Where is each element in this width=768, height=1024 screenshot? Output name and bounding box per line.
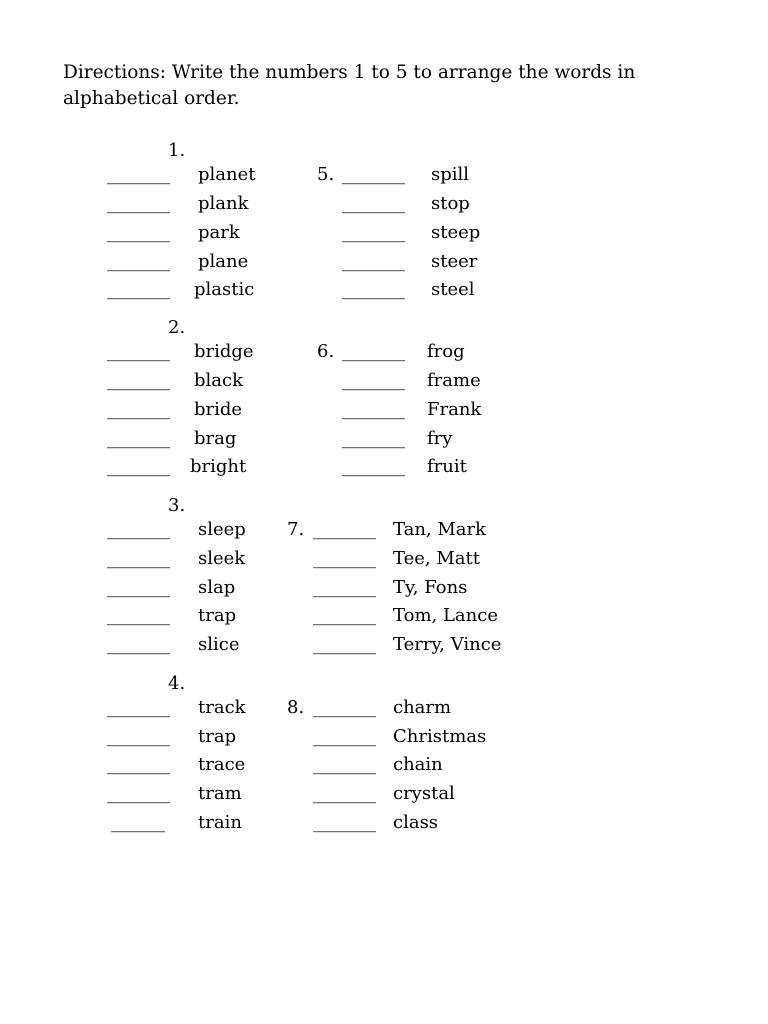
answer-blank[interactable]: _______ [342, 341, 405, 362]
word: steer [431, 251, 478, 272]
word: trap [198, 726, 237, 747]
word: track [198, 697, 246, 718]
word: tram [198, 783, 242, 804]
word: slap [198, 577, 236, 598]
answer-blank[interactable]: _______ [107, 456, 170, 477]
answer-blank[interactable]: _______ [107, 754, 170, 775]
word: train [198, 812, 242, 833]
answer-blank[interactable]: _______ [313, 634, 376, 655]
word: planet [198, 164, 256, 185]
answer-blank[interactable]: _______ [342, 279, 405, 300]
answer-blank[interactable]: _______ [107, 519, 170, 540]
directions: Directions: Write the numbers 1 to 5 to arrange the words in alphabetical order. [63, 62, 636, 109]
word: frame [427, 370, 481, 391]
answer-blank[interactable]: _______ [313, 754, 376, 775]
word: trap [198, 605, 237, 626]
word: charm [393, 697, 452, 718]
word: bride [194, 399, 243, 420]
word: stop [431, 193, 470, 214]
word: steel [431, 279, 475, 300]
answer-blank[interactable]: _______ [107, 726, 170, 747]
answer-blank[interactable]: _______ [107, 222, 170, 243]
answer-blank[interactable]: _______ [107, 634, 170, 655]
answer-blank[interactable]: _______ [313, 697, 376, 718]
word: steep [431, 222, 481, 243]
word: fry [427, 428, 453, 449]
answer-blank[interactable]: _______ [342, 193, 405, 214]
answer-blank[interactable]: _______ [342, 251, 405, 272]
set-number: 7. [287, 519, 305, 540]
answer-blank[interactable]: _______ [313, 548, 376, 569]
answer-blank[interactable]: _______ [342, 370, 405, 391]
word: Tee, Matt [393, 548, 480, 569]
answer-blank[interactable]: _______ [342, 399, 405, 420]
answer-blank[interactable]: _______ [313, 605, 376, 626]
answer-blank[interactable]: _______ [107, 193, 170, 214]
answer-blank[interactable]: _______ [107, 370, 170, 391]
answer-blank[interactable]: _______ [342, 222, 405, 243]
set-number: 1. [168, 140, 186, 161]
answer-blank[interactable]: ______ [111, 812, 165, 833]
word: brag [194, 428, 237, 449]
answer-blank[interactable]: _______ [107, 548, 170, 569]
word: Frank [427, 399, 482, 420]
set-number: 2. [168, 317, 186, 338]
answer-blank[interactable]: _______ [313, 519, 376, 540]
word: sleep [198, 519, 246, 540]
word: trace [198, 754, 246, 775]
answer-blank[interactable]: _______ [107, 577, 170, 598]
answer-blank[interactable]: _______ [107, 428, 170, 449]
answer-blank[interactable]: _______ [313, 577, 376, 598]
word: Tom, Lance [393, 605, 498, 626]
word: fruit [427, 456, 467, 477]
word: plank [198, 193, 249, 214]
word: plastic [194, 279, 255, 300]
set-number: 6. [317, 341, 335, 362]
word: spill [431, 164, 470, 185]
word: Terry, Vince [393, 634, 502, 655]
word: park [198, 222, 240, 243]
answer-blank[interactable]: _______ [342, 164, 405, 185]
word: class [393, 812, 439, 833]
answer-blank[interactable]: _______ [313, 812, 376, 833]
answer-blank[interactable]: _______ [107, 697, 170, 718]
word: Tan, Mark [393, 519, 487, 540]
set-number: 4. [168, 673, 186, 694]
word: crystal [393, 783, 455, 804]
answer-blank[interactable]: _______ [313, 783, 376, 804]
answer-blank[interactable]: _______ [342, 456, 405, 477]
answer-blank[interactable]: _______ [107, 341, 170, 362]
word: chain [393, 754, 443, 775]
answer-blank[interactable]: _______ [107, 783, 170, 804]
word: Ty, Fons [393, 577, 468, 598]
word: bridge [194, 341, 254, 362]
word: sleek [198, 548, 246, 569]
word: slice [198, 634, 240, 655]
word: black [194, 370, 243, 391]
word: plane [198, 251, 249, 272]
answer-blank[interactable]: _______ [107, 279, 170, 300]
answer-blank[interactable]: _______ [107, 164, 170, 185]
set-number: 5. [317, 164, 335, 185]
answer-blank[interactable]: _______ [313, 726, 376, 747]
answer-blank[interactable]: _______ [107, 399, 170, 420]
set-number: 8. [287, 697, 305, 718]
word: frog [427, 341, 465, 362]
word: Christmas [393, 726, 487, 747]
answer-blank[interactable]: _______ [107, 605, 170, 626]
answer-blank[interactable]: _______ [342, 428, 405, 449]
set-number: 3. [168, 495, 186, 516]
word: bright [190, 456, 247, 477]
answer-blank[interactable]: _______ [107, 251, 170, 272]
